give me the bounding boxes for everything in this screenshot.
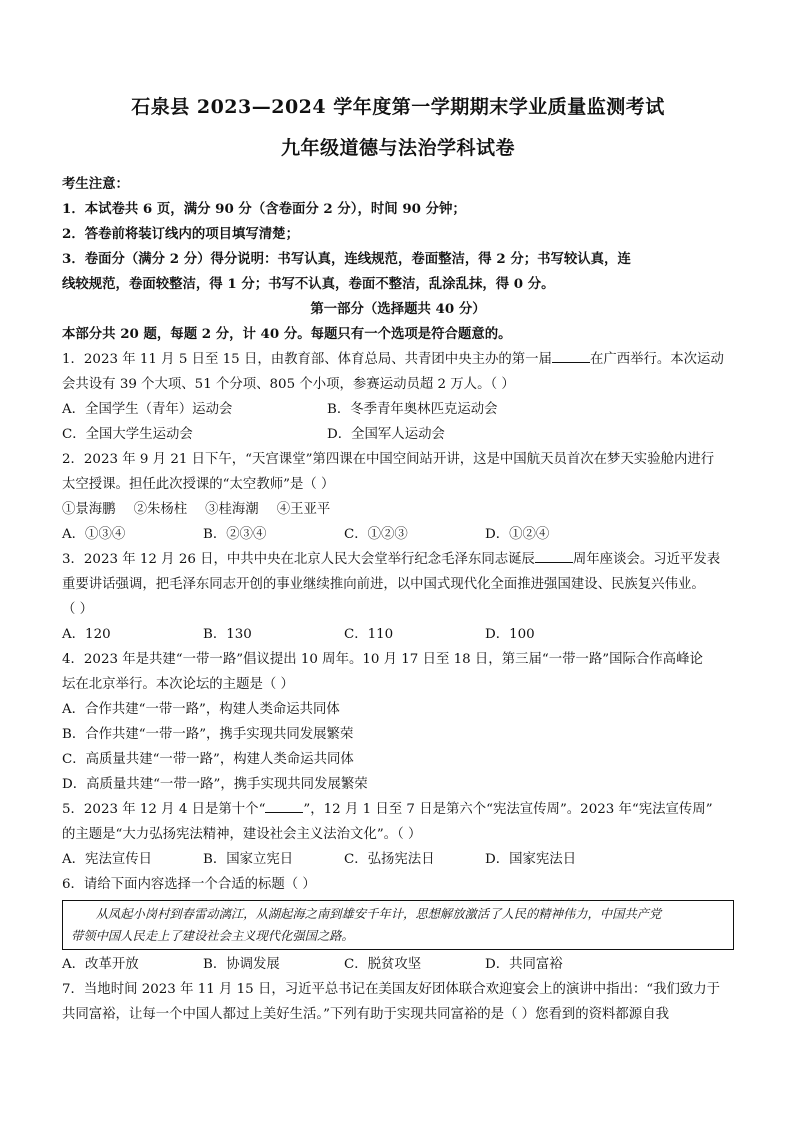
- q1-text: 1．2023 年 11 月 5 日至 15 日，由教育部、体育总局、共青团中央主办的第一届: [62, 352, 552, 367]
- question-6: [62, 872, 734, 977]
- q3-text: （ ）: [62, 602, 94, 617]
- q3-option-c: C．110: [344, 627, 394, 642]
- q5-option-d: D．国家宪法日: [485, 852, 577, 867]
- q2-choice: ④王亚平: [276, 502, 331, 517]
- q3-option-a: A．120: [62, 627, 111, 642]
- q6-text: 6．请给下面内容选择一个合适的标题（ ）: [62, 877, 316, 892]
- question-1: [62, 347, 734, 447]
- q3-option-d: D．100: [485, 627, 535, 642]
- q2-option-a: A．①③④: [62, 527, 126, 542]
- q2-text: 太空授课。担任此次授课的“太空教师”是（ ）: [62, 477, 335, 492]
- q6-material: 从凤起小岗村到春雷动漓江，从湖起海之南到雄安千年计，思想解放激活了人民的精神伟力，中国共产党: [95, 907, 662, 921]
- question-3: [62, 547, 734, 647]
- note-item: 线较规范，卷面较整洁，得 1 分；书写不认真，卷面不整洁，乱涂乱抹，得 0 分。: [62, 276, 555, 292]
- q5-text: ”，12 月 1 日至 7 日是第六个“宪法宣传周”。2023 年“宪法宣传周”: [303, 802, 713, 817]
- q2-option-d: D．①②④: [485, 527, 550, 542]
- q3-text: 3．2023 年 12 月 26 日，中共中央在北京人民大会堂举行纪念毛泽东同志诞辰: [62, 552, 535, 567]
- q2-option-c: C．①②③: [344, 527, 408, 542]
- question-4: [62, 647, 734, 797]
- q2-choice: ③桂海潮: [205, 502, 259, 517]
- q1-option-b: B．冬季青年奥林匹克运动会: [327, 402, 498, 417]
- q1-option-d: D．全国军人运动会: [327, 427, 445, 442]
- q2-option-b: B．②③④: [203, 527, 267, 542]
- q6-material: 带领中国人民走上了建设社会主义现代化强国之路。: [71, 929, 354, 943]
- q1-text: 会共设有 39 个大项、51 个分项、805 个小项，参赛运动员超 2 万人。（ ）: [62, 377, 515, 392]
- q1-text: 在广西举行。本次运动: [589, 352, 724, 367]
- q4-option-a: A．合作共建“一带一路”，构建人类命运共同体: [62, 702, 340, 717]
- q1-option-a: A．全国学生（青年）运动会: [62, 402, 233, 417]
- q5-text: 5．2023 年 12 月 4 日是第十个“: [62, 802, 266, 817]
- note-item: 2．答卷前将装订线内的项目填写清楚；: [62, 226, 299, 242]
- q6-option-c: C．脱贫攻坚: [344, 957, 422, 972]
- q5-option-a: A．宪法宣传日: [62, 852, 153, 867]
- q3-text: 周年座谈会。习近平发表: [572, 552, 721, 567]
- q4-option-c: C．高质量共建“一带一路”，构建人类命运共同体: [62, 752, 354, 767]
- q2-text: 2．2023 年 9 月 21 日下午，“天宫课堂”第四课在中国空间站开讲，这是中国航天员首次在梦天实验舱内进行: [62, 452, 715, 467]
- q4-option-d: D．高质量共建“一带一路”，携手实现共同发展繁荣: [62, 777, 368, 792]
- q6-option-d: D．共同富裕: [485, 957, 563, 972]
- q6-material-box: [62, 900, 734, 950]
- answer-blank: [265, 798, 303, 813]
- part1-instruction: 本部分共 20 题，每题 2 分，计 40 分。每题只有一个选项是符合题意的。: [62, 326, 512, 342]
- question-2: [62, 447, 734, 547]
- q6-option-a: A．改革开放: [62, 957, 139, 972]
- notes-heading: 考生注意：: [62, 176, 129, 192]
- answer-blank: [535, 548, 573, 563]
- note-item: 3．卷面分（满分 2 分）得分说明：书写认真，连线规范，卷面整洁，得 2 分；书写较认真，连: [62, 251, 631, 267]
- q4-text: 4．2023 年是共建“一带一路”倡议提出 10 周年。10 月 17 日至 18 日，第三届“一带一路”国际合作高峰论: [62, 652, 703, 667]
- q7-text: 共同富裕，让每一个中国人都过上美好生活。”下列有助于实现共同富裕的是（ ）您看到的资料都源自我: [62, 1007, 669, 1022]
- q4-option-b: B．合作共建“一带一路”，携手实现共同发展繁荣: [62, 727, 354, 742]
- exam-page: [62, 92, 734, 1027]
- q6-option-b: B．协调发展: [203, 957, 280, 972]
- q1-option-c: C．全国大学生运动会: [62, 427, 193, 442]
- q3-option-b: B．130: [203, 627, 252, 642]
- q2-choice: ②朱杨柱: [133, 502, 188, 517]
- q3-text: 重要讲话强调，把毛泽东同志开创的事业继续推向前进，以中国式现代化全面推进强国建设、民族复兴伟业。: [62, 577, 705, 592]
- q7-text: 7．当地时间 2023 年 11 月 15 日，习近平总书记在美国友好团体联合欢迎宴会上的演讲中指出：“我们致力于: [62, 982, 721, 997]
- question-7: [62, 977, 734, 1027]
- q5-option-b: B．国家立宪日: [203, 852, 294, 867]
- exam-subtitle: 九年级道德与法治学科试卷: [280, 137, 515, 159]
- exam-title: 石泉县 2023—2024 学年度第一学期期末学业质量监测考试: [131, 96, 665, 118]
- note-item: 1．本试卷共 6 页，满分 90 分（含卷面分 2 分），时间 90 分钟；: [62, 201, 466, 217]
- candidate-notes: [62, 172, 734, 297]
- q2-choice: ①景海鹏: [62, 502, 116, 517]
- q4-text: 坛在北京举行。本次论坛的主题是（ ）: [62, 677, 294, 692]
- q5-option-c: C．弘扬宪法日: [344, 852, 435, 867]
- question-5: [62, 797, 734, 872]
- part1-title: 第一部分（选择题共 40 分）: [310, 301, 486, 317]
- answer-blank: [552, 348, 590, 363]
- q5-text: 的主题是“大力弘扬宪法精神，建设社会主义法治文化”。（ ）: [62, 827, 422, 842]
